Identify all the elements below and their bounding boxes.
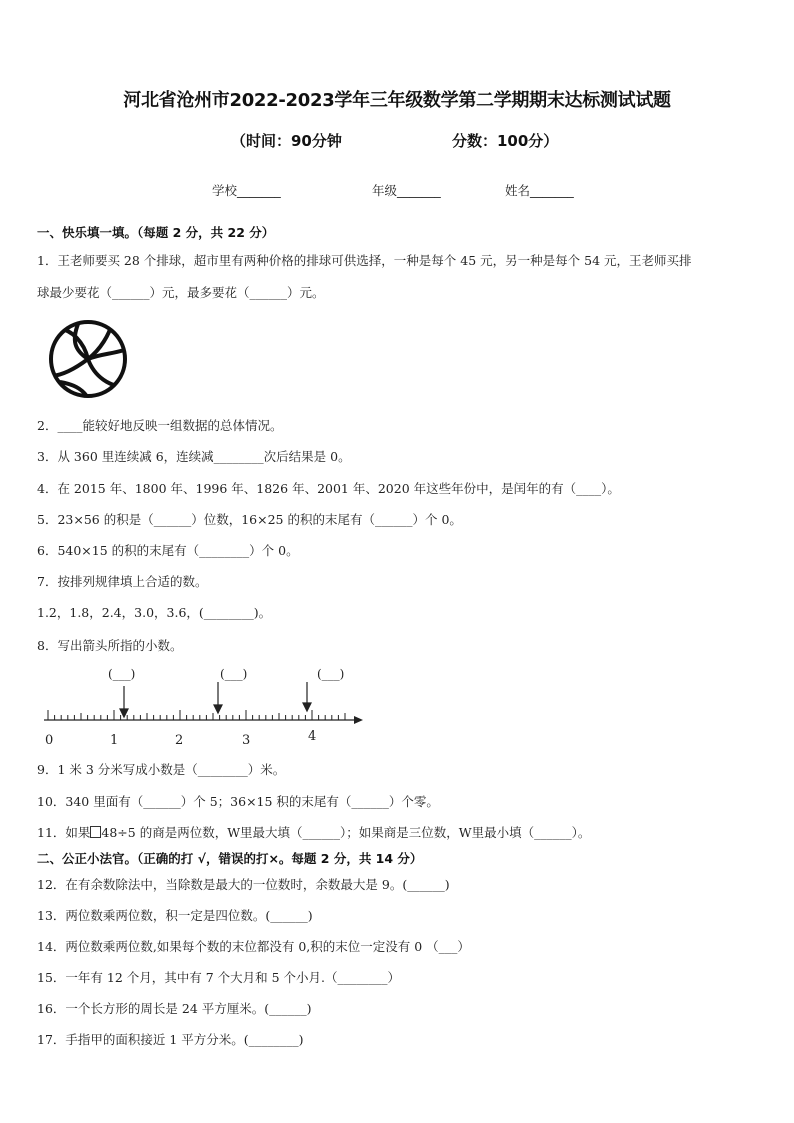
question-16: 16．一个长方形的周长是 24 平方厘米。(______) [37, 1001, 312, 1016]
question-11-prefix: 11．如果 [37, 825, 91, 840]
question-13: 13．两位数乘两位数，积一定是四位数。(______) [37, 908, 313, 923]
question-11-suffix: 48÷5 的商是两位数，W里最大填（______）；如果商是三位数，W里最小填（______）。 [101, 825, 591, 840]
question-1-line1: 1．王老师要买 28 个排球，超市里有两种价格的排球可供选择，一种是每个 45 元，另一种是每个 54 元，王老师买排 [37, 253, 692, 268]
question-10: 10．340 里面有（______）个 5；36×15 积的末尾有（______）个零。 [37, 794, 439, 809]
exam-score: 分数：100分） [452, 132, 559, 150]
question-5: 5．23×56 的积是（______）位数，16×25 的积的末尾有（______）个 0。 [37, 512, 462, 527]
tick-label-3: 3 [242, 733, 251, 748]
question-6: 6．540×15 的积的末尾有（________）个 0。 [37, 543, 299, 558]
arrow-head-2 [214, 705, 222, 713]
question-14: 14．两位数乘两位数,如果每个数的末位都没有 0,积的末位一定没有 0 （___） [37, 939, 470, 954]
blank-square-icon [90, 826, 101, 838]
tick-label-0: 0 [45, 733, 54, 748]
number-line-arrowhead [354, 716, 363, 724]
volleyball-icon [48, 320, 128, 398]
question-3: 3．从 360 里连续减 6，连续减________次后结果是 0。 [37, 449, 351, 464]
question-17: 17．手指甲的面积接近 1 平方分米。(________) [37, 1032, 304, 1047]
question-1-line2: 球最少要花（______）元，最多要花（______）元。 [37, 285, 325, 300]
question-9: 9．1 米 3 分米写成小数是（________）米。 [37, 762, 286, 777]
question-7-line2: 1.2，1.8，2.4，3.0，3.6，(________)。 [37, 605, 272, 620]
question-2: 2．____能较好地反映一组数据的总体情况。 [37, 418, 283, 433]
question-12: 12．在有余数除法中，当除数是最大的一位数时，余数最大是 9。(______) [37, 877, 450, 892]
arrow-blank-3: (___) [317, 667, 345, 681]
tick-label-2: 2 [175, 733, 184, 748]
arrow-head-3 [303, 703, 311, 711]
question-4: 4．在 2015 年、1800 年、1996 年、1826 年、2001 年、2020 年这些年份中，是闰年的有（____）。 [37, 481, 620, 496]
section-1-title: 一、快乐填一填。（每题 2 分，共 22 分） [37, 225, 275, 240]
question-15: 15．一年有 12 个月，其中有 7 个大月和 5 个小月.（________） [37, 970, 401, 985]
section-2-title: 二、公正小法官。（正确的打 √，错误的打×。每题 2 分，共 14 分） [37, 851, 423, 866]
tick-label-1: 1 [110, 733, 119, 748]
name-field: 姓名_______ [505, 183, 574, 198]
number-line-figure [36, 662, 366, 750]
question-7-line1: 7．按排列规律填上合适的数。 [37, 574, 208, 589]
school-field: 学校_______ [212, 183, 281, 198]
question-8-line1: 8．写出箭头所指的小数。 [37, 638, 183, 653]
arrow-blank-1: (___) [108, 667, 136, 681]
question-11 [37, 823, 590, 841]
exam-title: 河北省沧州市2022-2023学年三年级数学第二学期期末达标测试试题 [123, 90, 671, 111]
exam-time: （时间：90分钟 [231, 132, 342, 150]
arrow-blank-2: (___) [220, 667, 248, 681]
grade-field: 年级_______ [372, 183, 441, 198]
tick-label-4: 4 [308, 729, 317, 744]
